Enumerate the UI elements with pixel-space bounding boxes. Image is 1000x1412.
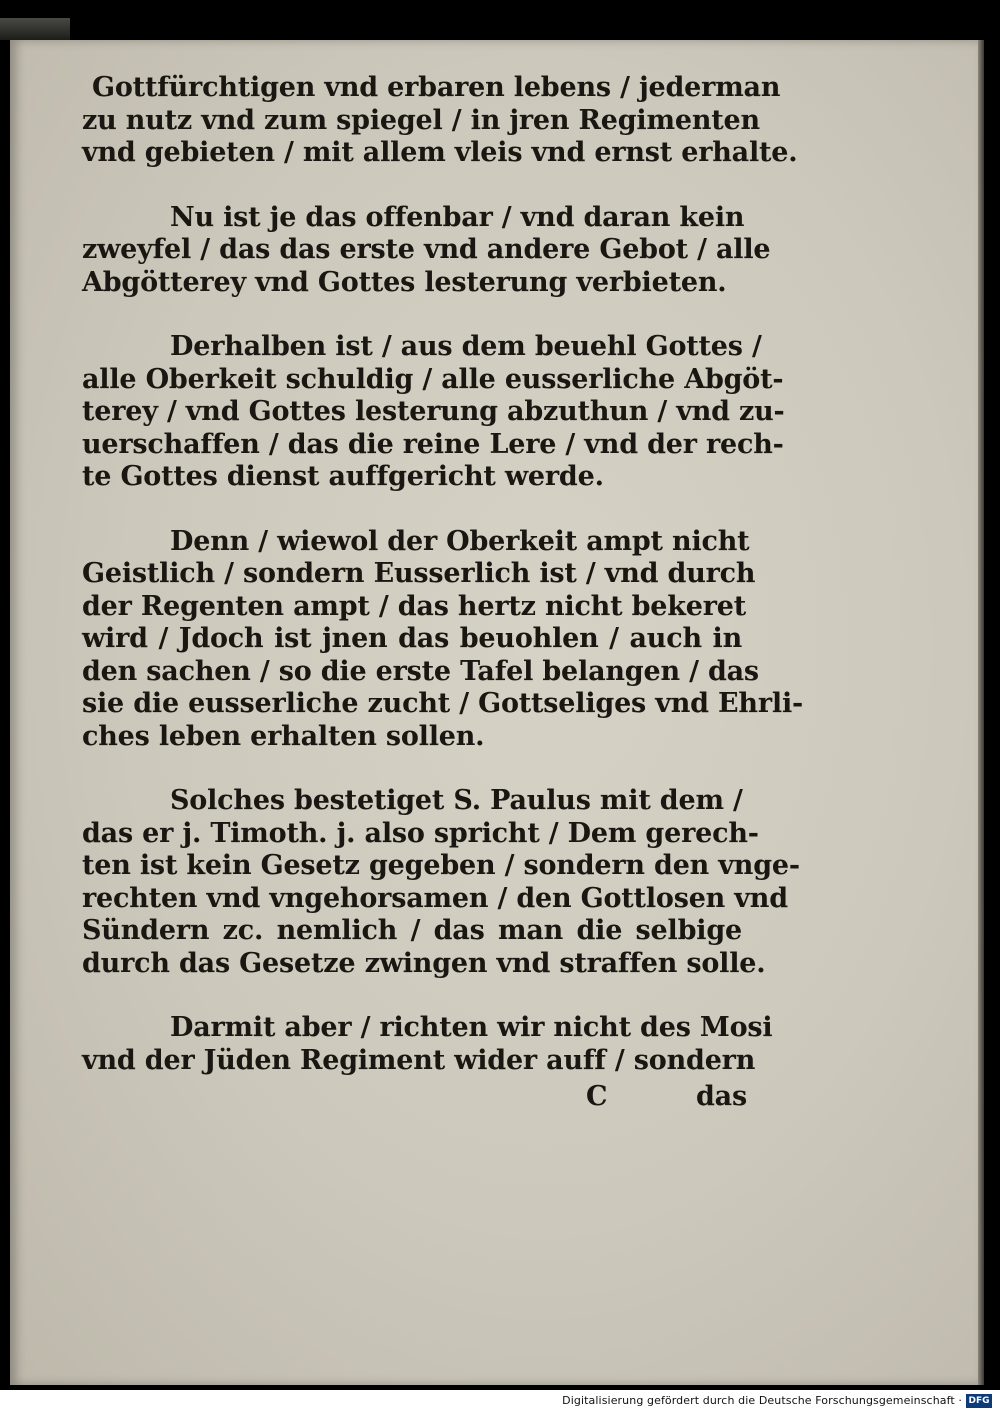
text-line: Solches bestetiget S. Paulus mit dem / bbox=[170, 785, 743, 816]
paragraph-1 bbox=[82, 72, 798, 170]
text-line: Geistlich / sondern Eusserlich ist / vnd durch bbox=[82, 558, 756, 589]
text-line: durch das Gesetze zwingen vnd straffen solle. bbox=[82, 947, 766, 979]
text-line: Darmit aber / richten wir nicht des Mosi bbox=[170, 1012, 773, 1043]
text-line: Abgötterey vnd Gottes lesterung verbieten. bbox=[82, 266, 727, 298]
text-line: te Gottes dienst auffgericht werde. bbox=[82, 461, 604, 492]
text-line: Sündern zc. nemlich / das man die selbige bbox=[82, 915, 742, 946]
paragraph-3 bbox=[82, 331, 785, 494]
text-line: ten ist kein Gesetz gegeben / sondern den vnge- bbox=[82, 850, 800, 881]
text-line: terey / vnd Gottes lesterung abzuthun / vnd zu- bbox=[82, 396, 785, 427]
text-line: sie die eusserliche zucht / Gottseliges vnd Ehrli- bbox=[82, 688, 804, 719]
catchword: das bbox=[696, 1081, 747, 1112]
paragraph-5 bbox=[82, 785, 800, 980]
book-cover-corner bbox=[0, 18, 70, 40]
text-line: Nu ist je das offenbar / vnd daran kein bbox=[170, 201, 745, 233]
page-edge bbox=[978, 40, 984, 1385]
text-line: wird / Jdoch ist jnen das beuohlen / auch in bbox=[82, 623, 742, 654]
text-line: der Regenten ampt / das hertz nicht bekeret bbox=[82, 590, 747, 622]
paragraph-2 bbox=[82, 201, 771, 300]
text-line: Derhalben ist / aus dem beuehl Gottes / bbox=[170, 331, 762, 362]
text-line: vnd gebieten / mit allem vleis vnd ernst erhalte. bbox=[82, 137, 798, 168]
funding-credit: Digitalisierung gefördert durch die Deutsche Forschungsgemeinschaft · bbox=[562, 1394, 962, 1407]
text-line: zu nutz vnd zum spiegel / in jren Regimenten bbox=[82, 104, 760, 136]
text-line: alle Oberkeit schuldig / alle eusserliche Abgöt- bbox=[82, 363, 784, 395]
text-line: zweyfel / das das erste vnd andere Gebot / alle bbox=[82, 234, 771, 265]
text-block bbox=[82, 72, 804, 1115]
signature-mark: C bbox=[586, 1081, 608, 1112]
paragraph-4 bbox=[82, 525, 804, 754]
text-line: das er j. Timoth. j. also spricht / Dem gerech- bbox=[82, 817, 759, 849]
footer-bar bbox=[0, 1390, 1000, 1412]
text-line: Denn / wiewol der Oberkeit ampt nicht bbox=[170, 525, 750, 557]
dfg-logo: DFG bbox=[966, 1394, 992, 1408]
text-line: uerschaffen / das die reine Lere / vnd der rech- bbox=[82, 428, 784, 460]
catchword-line bbox=[82, 1081, 747, 1115]
text-line: den sachen / so die erste Tafel belangen / das bbox=[82, 655, 759, 687]
text-line: ches leben erhalten sollen. bbox=[82, 720, 485, 752]
text-line: rechten vnd vngehorsamen / den Gottlosen vnd bbox=[82, 882, 788, 914]
text-line: Gottfürchtigen vnd erbaren lebens / jederman bbox=[92, 72, 781, 103]
text-line: vnd der Jüden Regiment wider auff / sondern bbox=[82, 1044, 756, 1076]
paragraph-6 bbox=[82, 1012, 773, 1077]
